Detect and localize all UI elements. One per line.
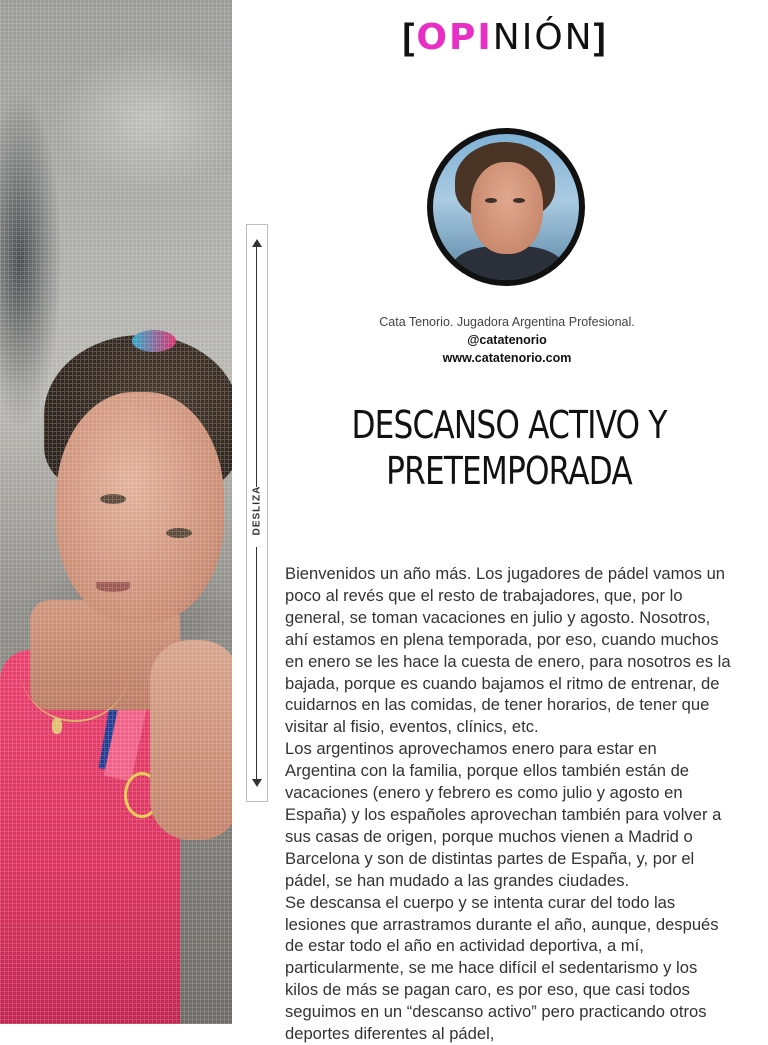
avatar-photo	[433, 134, 579, 280]
headline-line: PRETEMPORADA	[386, 449, 632, 493]
indicator-line	[256, 247, 257, 487]
bracket-open: [	[402, 16, 417, 57]
swipe-label: DESLIZA	[251, 485, 263, 536]
section-title-rest: NIÓN	[492, 17, 594, 58]
swipe-indicator[interactable]	[246, 224, 268, 802]
author-avatar	[427, 128, 585, 286]
article-body	[285, 563, 731, 1045]
avatar-eye	[485, 198, 497, 203]
author-handle-link[interactable]: @catatenorio	[467, 333, 547, 347]
author-name: Cata Tenorio. Jugadora Argentina Profesional.	[379, 315, 635, 329]
avatar-face	[471, 162, 543, 254]
photo-screen-overlay	[0, 0, 232, 1024]
avatar-eye	[513, 198, 525, 203]
bracket-close: ]	[593, 16, 608, 57]
author-website-link[interactable]: www.catatenorio.com	[442, 351, 572, 365]
arrow-up-icon	[252, 239, 262, 247]
article-paragraph: Bienvenidos un año más. Los jugadores de pádel vamos un poco al revés que el resto de trabajadores, que, por lo general, se toman vacaciones en julio y agosto. Nosotros, ahí estamos en plena temporada, por eso, cuando muchos en enero se les hace la cuesta de enero, para nosotros es la bajada, porque es cuando bajamos el ritmo de entrenar, de cuidarnos en las comidas, de tener horarios, de tener que visitar al fisio, eventos, clínics, etc.	[285, 564, 731, 737]
player-photo	[0, 0, 232, 1024]
headline-line: DESCANSO ACTIVO Y	[351, 403, 667, 447]
author-info	[320, 313, 694, 367]
indicator-line	[256, 547, 257, 781]
article-headline	[338, 402, 681, 494]
section-title-accent: OPI	[416, 17, 493, 58]
arrow-down-icon	[252, 779, 262, 787]
article-paragraph: Se descansa el cuerpo y se intenta curar del todo las lesiones que arrastramos durante el año, aunque, después de estar todo el año en actividad deportiva, a mí, particularmente, se me hace difícil el sedentarismo y los kilos de más se pagan caro, es por eso, que casi todos seguimos en un “descanso activo” pero practicando otros deportes diferentes al pádel,	[285, 892, 719, 1044]
section-title	[380, 16, 630, 58]
article-paragraph: Los argentinos aprovechamos enero para estar en Argentina con la familia, porque ellos también están de vacaciones (enero y febrero es como julio y agosto en España) y los españoles aprovechan también para volver a sus casas de origen, porque muchos vienen a Madrid o Barcelona y son de distintas partes de España, y, por el pádel, se han mudado a las grandes ciudades.	[285, 739, 722, 890]
